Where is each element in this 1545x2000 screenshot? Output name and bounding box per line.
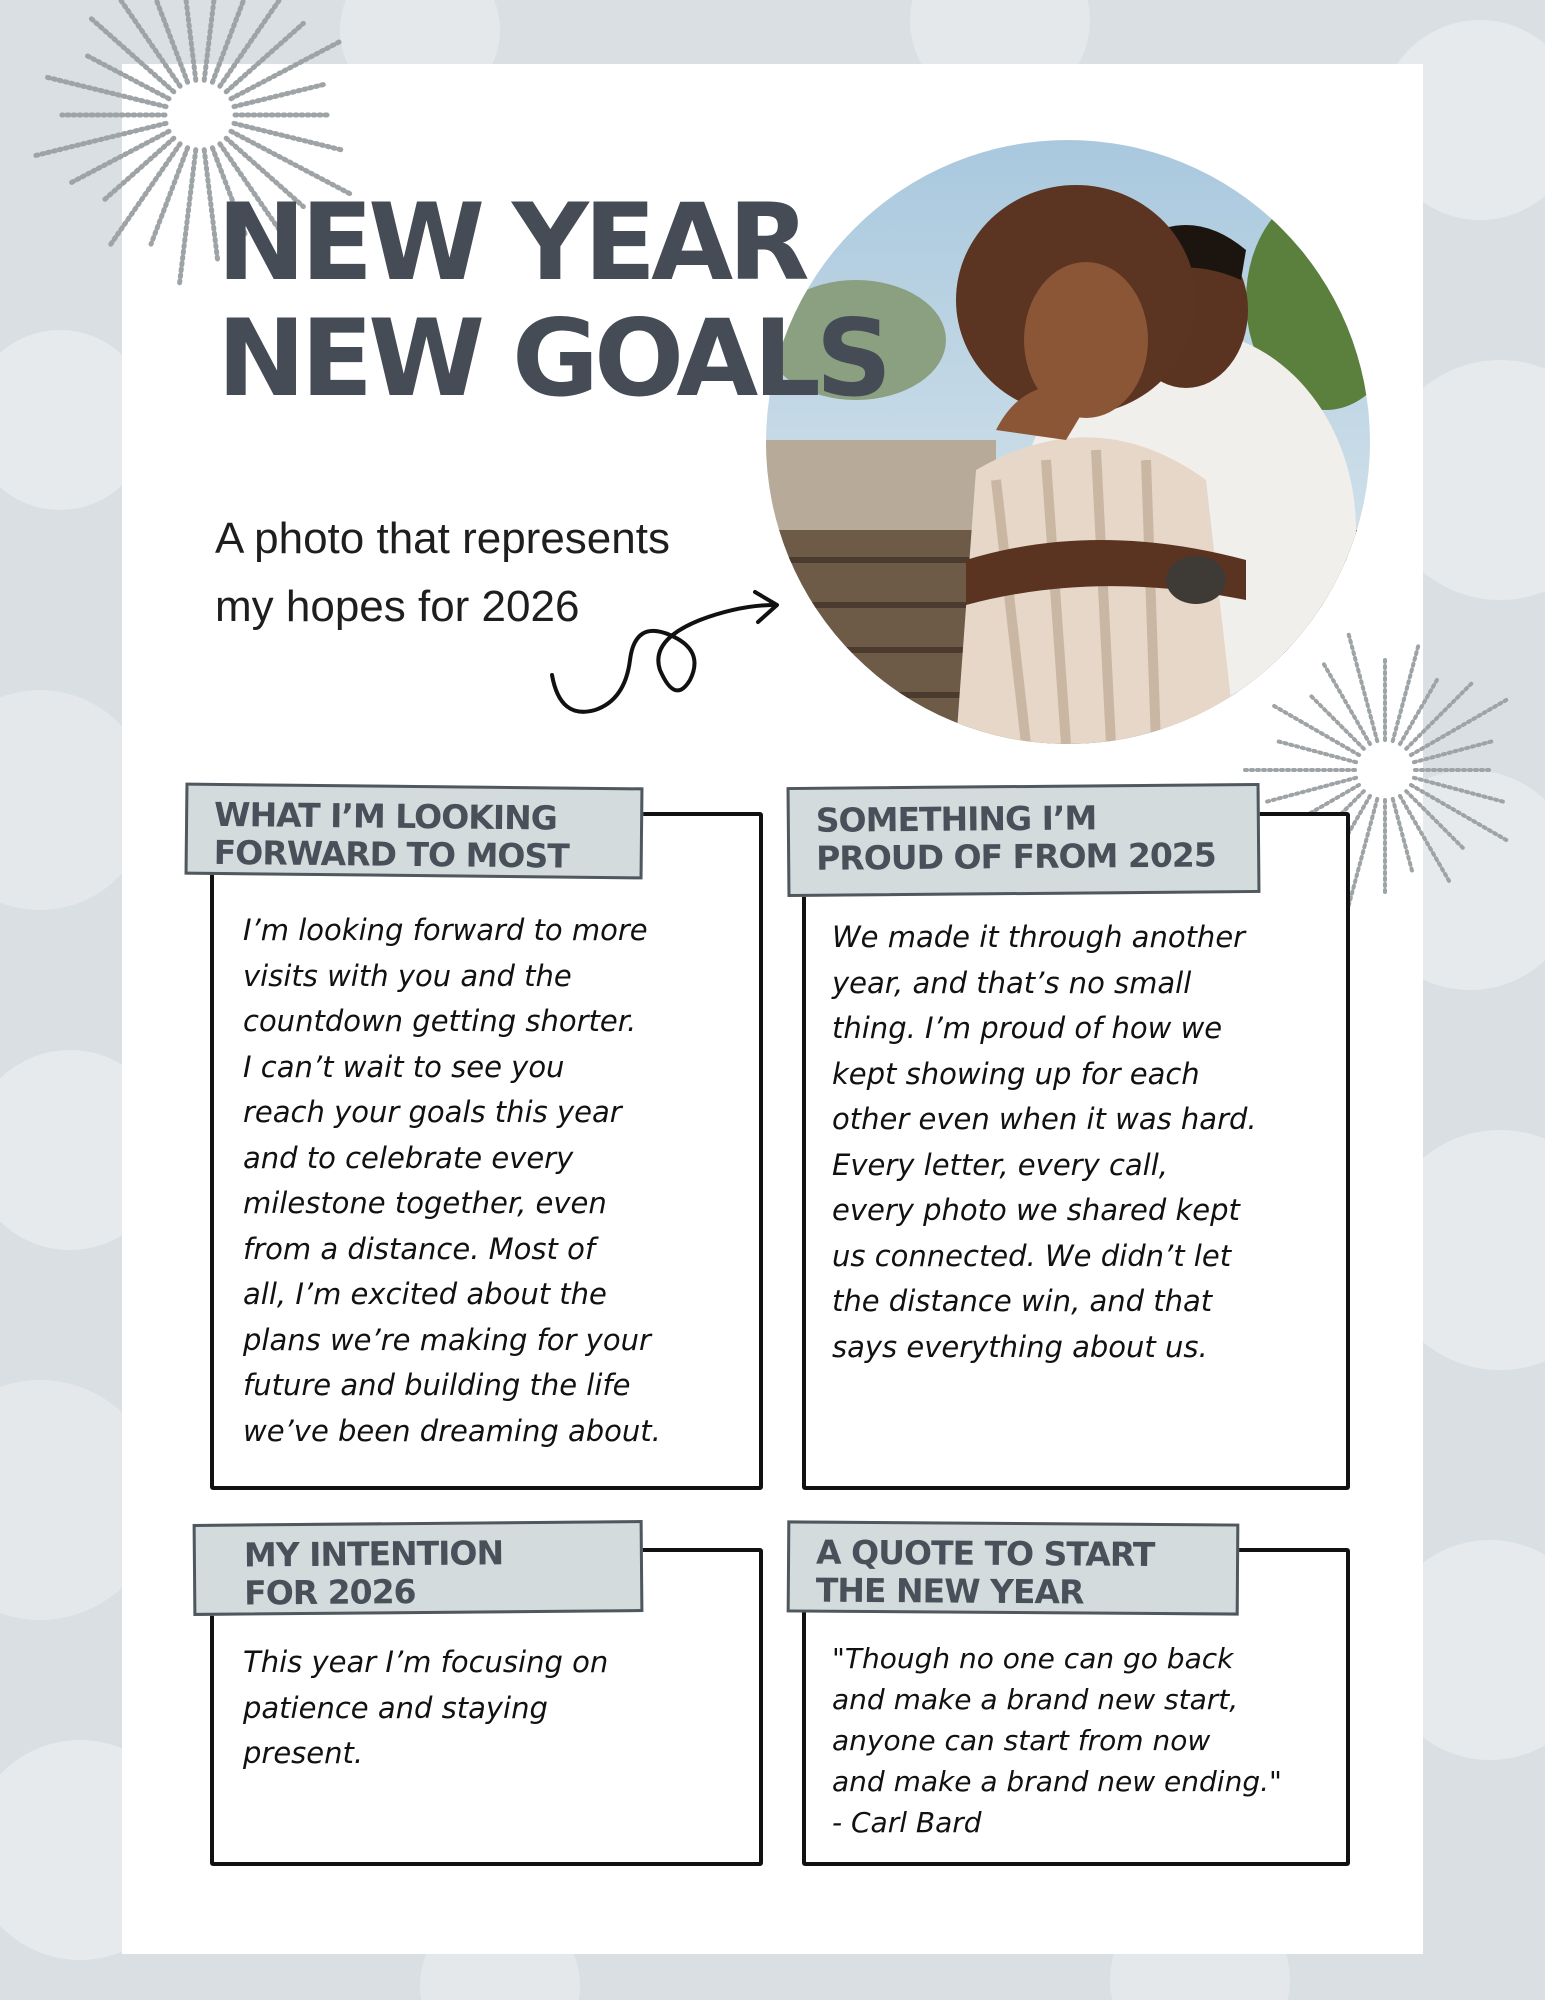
label-line: MY INTENTION [243,1533,504,1575]
title-line-2: NEW GOALS [217,297,888,420]
label-line: FORWARD TO MOST [213,832,569,876]
label-line: FOR 2026 [244,1572,416,1613]
page-title [217,181,888,420]
label-line: PROUD OF FROM 2025 [815,835,1216,878]
intention-text: This year I’m focusing on patience and staying present. [243,1645,609,1770]
looking-forward-label [185,783,644,880]
label-line: THE NEW YEAR [815,1570,1084,1612]
label-line: WHAT I’M LOOKING [213,794,558,838]
proud-of-text: We made it through another year, and that’s no small thing. I’m proud of how we kept showing up for each other even when it was hard. Every letter, every call, every photo we shared kept us connected. We didn’t let the distance win, and that says everything about us. [832,920,1257,1364]
quote-label [787,1520,1240,1615]
quote-text: "Though no one can go back and make a brand new start, anyone can start from now and make a brand new ending." - Carl Bard [832,1642,1282,1839]
label-line: A QUOTE TO START [815,1532,1155,1574]
title-line-1: NEW YEAR [217,181,805,304]
curly-arrow-icon [540,580,790,730]
label-line: SOMETHING I’M [815,798,1097,840]
subtitle: A photo that represents my hopes for 2026 [215,514,670,631]
looking-forward-text: I’m looking forward to more visits with you and the countdown getting shorter. I can’t wait to see you reach your goals this year and to celebrate every milestone together, even from a distance. Most of all, I’m excited about the plans we’re making for your future and building the life we’ve been dreaming about. [243,913,661,1448]
proud-of-label [787,783,1261,897]
intention-label [193,1520,644,1616]
